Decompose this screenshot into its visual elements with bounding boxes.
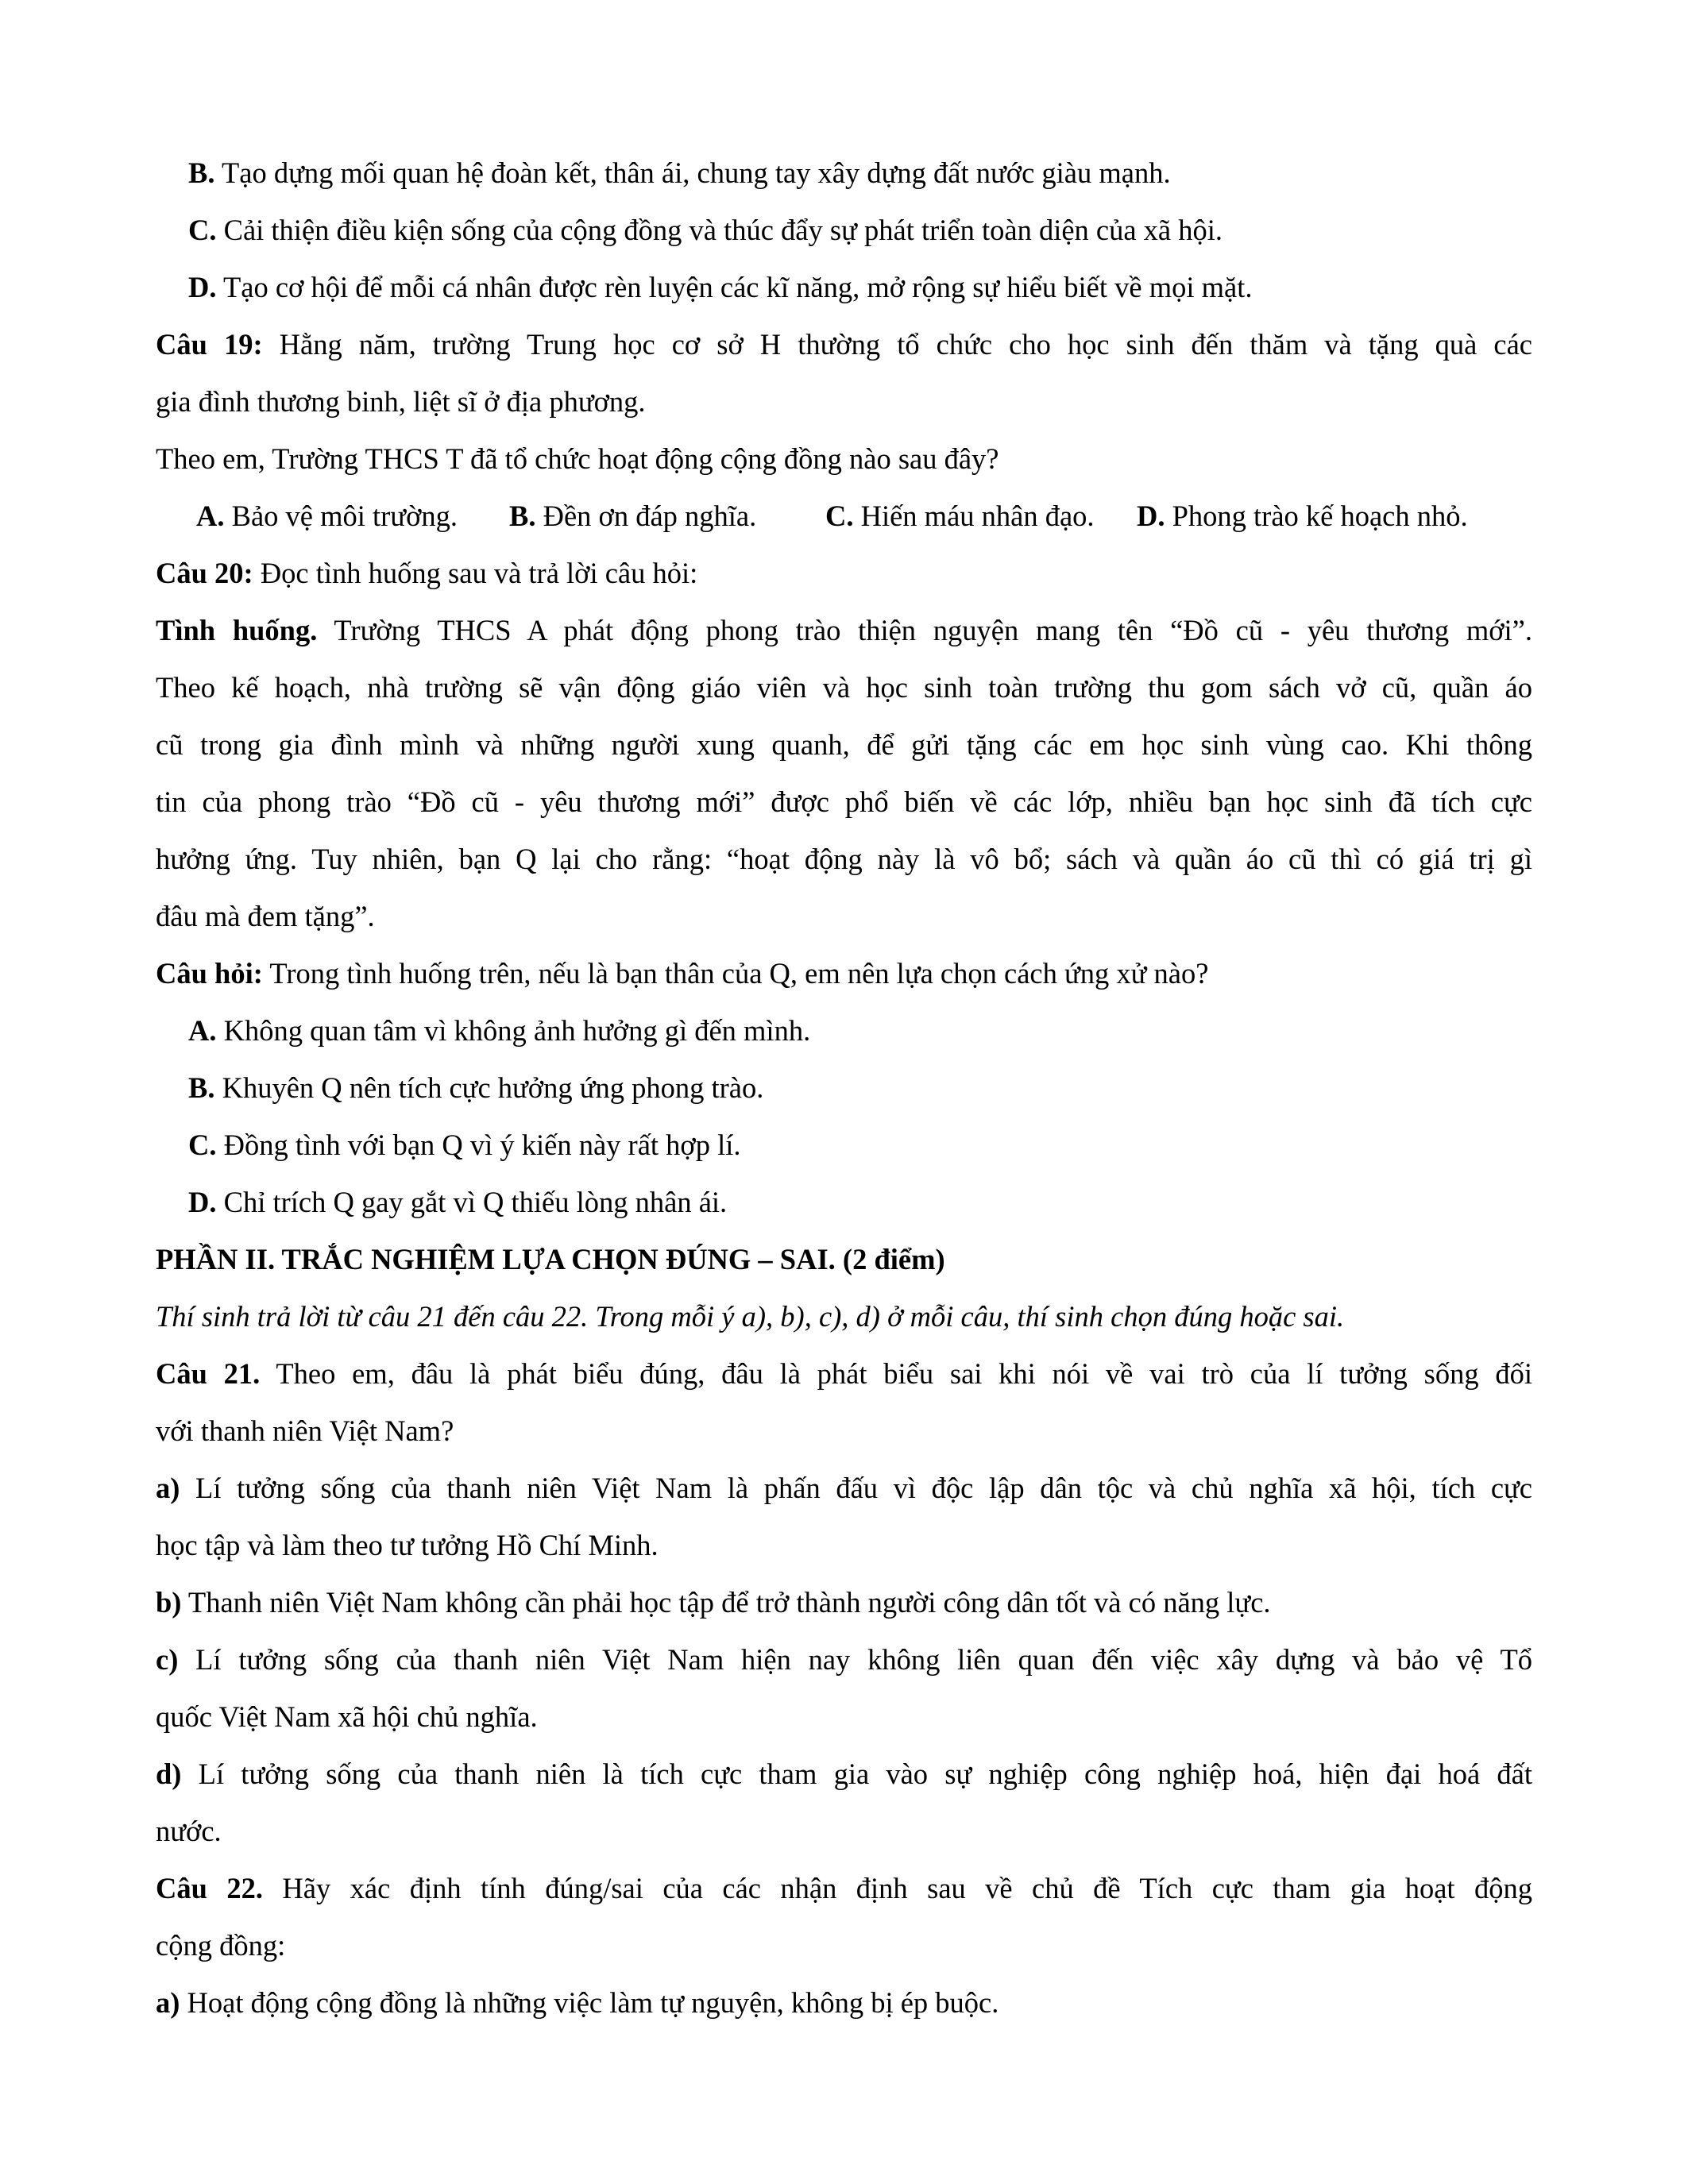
- q18-option-b: B. Tạo dựng mối quan hệ đoàn kết, thân ái, chung tay xây dựng đất nước giàu mạnh.: [188, 156, 1171, 189]
- q20-option-d: D. Chỉ trích Q gay gắt vì Q thiếu lòng nhân ái.: [188, 1186, 728, 1218]
- q19-option-d: D. Phong trào kế hoạch nhỏ.: [1137, 500, 1468, 532]
- q22-line-1: Câu 22. Hãy xác định tính đúng/sai của các nhận định sau về chủ đề Tích cực tham gia hoạt động: [156, 1872, 1532, 1904]
- q18-option-d: D. Tạo cơ hội để mỗi cá nhân được rèn luyện các kĩ năng, mở rộng sự hiểu biết về mọi mặt.: [188, 271, 1253, 303]
- q20-situation-line-3: cũ trong gia đình mình và những người xung quanh, để gửi tặng các em học sinh vùng cao. Khi thông: [156, 728, 1532, 761]
- q21-item-d-line-1: d) Lí tưởng sống của thanh niên là tích cực tham gia vào sự nghiệp công nghiệp hoá, hiện đại hoá đất: [156, 1758, 1532, 1790]
- q20-question: Câu hỏi: Trong tình huống trên, nếu là bạn thân của Q, em nên lựa chọn cách ứng xử nào?: [156, 957, 1209, 990]
- q19-options-row: [0, 499, 1688, 534]
- q19-line-1: Câu 19: Hằng năm, trường Trung học cơ sở H thường tổ chức cho học sinh đến thăm và tặng quà các: [156, 328, 1532, 361]
- q19-line-2: gia đình thương binh, liệt sĩ ở địa phương.: [156, 385, 646, 418]
- q22-line-2: cộng đồng:: [156, 1929, 286, 1962]
- q20-situation-line-2: Theo kế hoạch, nhà trường sẽ vận động giáo viên và học sinh toàn trường thu gom sách vở cũ, quần áo: [156, 671, 1532, 704]
- q20-option-c: C. Đồng tình với bạn Q vì ý kiến này rất hợp lí.: [188, 1129, 741, 1161]
- q18-option-c: C. Cải thiện điều kiện sống của cộng đồng và thúc đẩy sự phát triển toàn diện của xã hội.: [188, 214, 1223, 246]
- q20-option-a: A. Không quan tâm vì không ảnh hưởng gì đến mình.: [188, 1014, 811, 1047]
- q19-option-c: C. Hiến máu nhân đạo.: [825, 500, 1095, 532]
- q21-item-b: b) Thanh niên Việt Nam không cần phải học tập để trở thành người công dân tốt và có năng lực.: [156, 1586, 1271, 1619]
- q21-item-a-line-2: học tập và làm theo tư tưởng Hồ Chí Minh.: [156, 1529, 659, 1561]
- q21-line-1: Câu 21. Theo em, đâu là phát biểu đúng, đâu là phát biểu sai khi nói về vai trò của lí tưởng sống đối: [156, 1357, 1532, 1390]
- q20-situation-line-6: đâu mà đem tặng”.: [156, 900, 375, 932]
- q20-intro: Câu 20: Đọc tình huống sau và trả lời câu hỏi:: [156, 557, 698, 589]
- q21-item-d-line-2: nước.: [156, 1815, 222, 1847]
- q21-line-2: với thanh niên Việt Nam?: [156, 1414, 454, 1447]
- q21-item-c-line-2: quốc Việt Nam xã hội chủ nghĩa.: [156, 1700, 538, 1733]
- q21-item-c-line-1: c) Lí tưởng sống của thanh niên Việt Nam hiện nay không liên quan đến việc xây dựng và bảo vệ Tổ: [156, 1643, 1532, 1676]
- part2-instruction: Thí sinh trả lời từ câu 21 đến câu 22. Trong mỗi ý a), b), c), d) ở mỗi câu, thí sinh chọn đúng hoặc sai.: [156, 1300, 1345, 1333]
- q22-item-a: a) Hoạt động cộng đồng là những việc làm tự nguyện, không bị ép buộc.: [156, 1986, 999, 2019]
- q19-option-a: A. Bảo vệ môi trường.: [196, 500, 458, 532]
- q19-line-3: Theo em, Trường THCS T đã tổ chức hoạt động cộng đồng nào sau đây?: [156, 442, 999, 475]
- q20-option-b: B. Khuyên Q nên tích cực hưởng ứng phong trào.: [188, 1071, 764, 1104]
- q21-item-a-line-1: a) Lí tưởng sống của thanh niên Việt Nam là phấn đấu vì độc lập dân tộc và chủ nghĩa xã hội, tích cực: [156, 1472, 1532, 1504]
- part2-heading: PHẦN II. TRẮC NGHIỆM LỰA CHỌN ĐÚNG – SAI. (2 điểm): [156, 1243, 945, 1275]
- q20-situation-line-4: tin của phong trào “Đồ cũ - yêu thương mới” được phổ biến về các lớp, nhiều bạn học sinh đã tích cực: [156, 785, 1532, 818]
- q19-option-b: B. Đền ơn đáp nghĩa.: [509, 500, 757, 532]
- q20-situation-line-1: Tình huống. Trường THCS A phát động phong trào thiện nguyện mang tên “Đồ cũ - yêu thương mới”.: [156, 614, 1533, 646]
- q20-situation-line-5: hưởng ứng. Tuy nhiên, bạn Q lại cho rằng: “hoạt động này là vô bổ; sách và quần áo cũ thì có giá trị gì: [156, 843, 1532, 875]
